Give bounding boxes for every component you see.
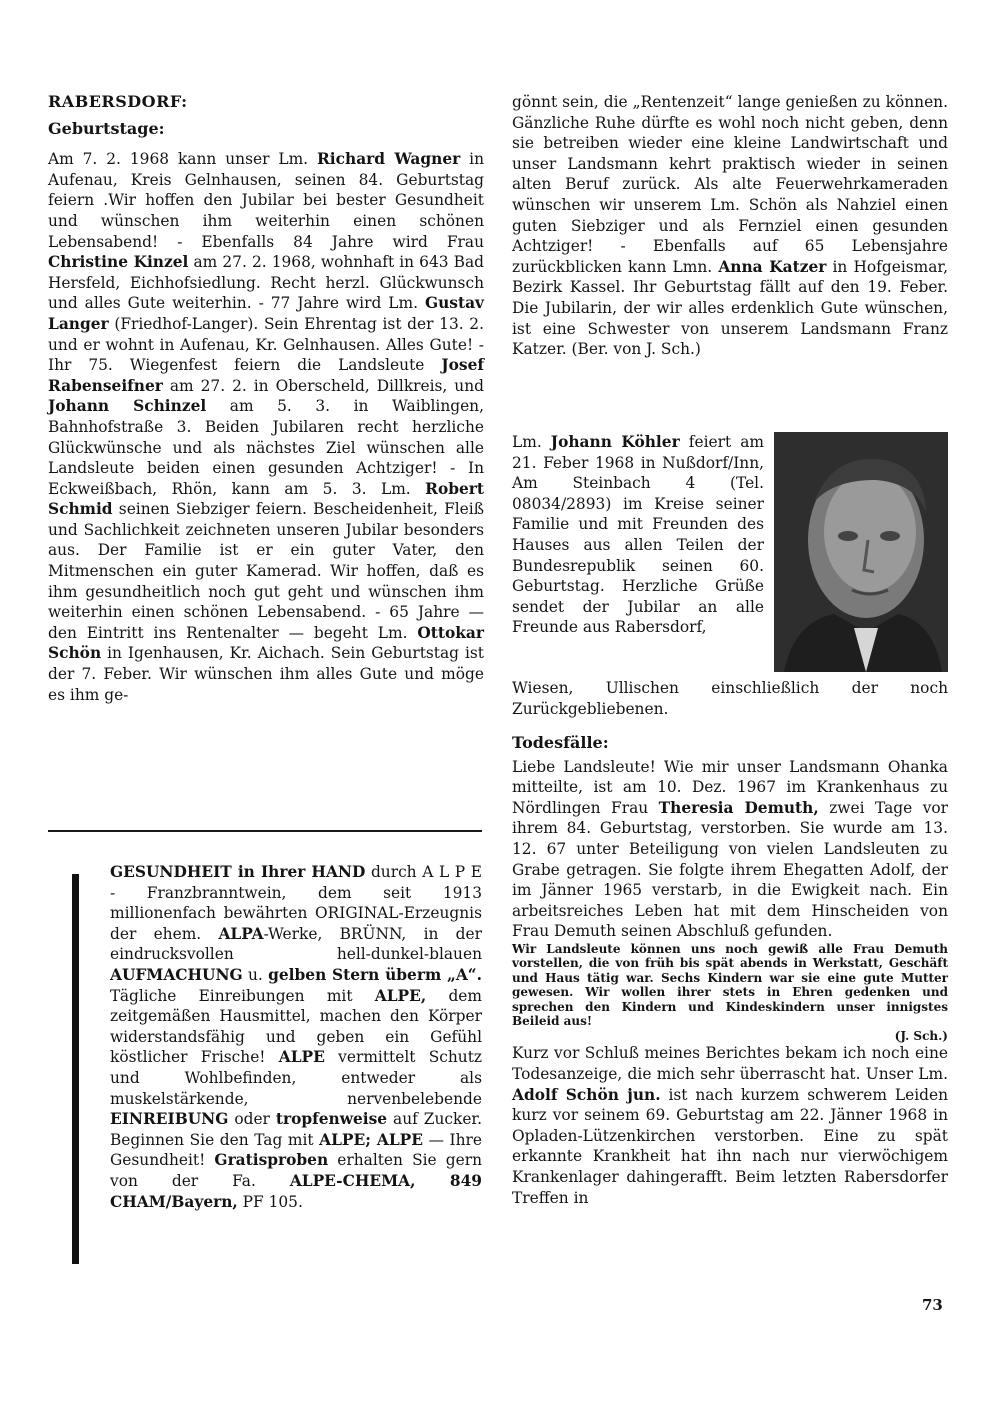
bold-name: ALPA: [218, 924, 264, 943]
text-run: PF 105.: [237, 1192, 303, 1211]
text-run: — Ihre Gesundheit!: [110, 1130, 482, 1170]
text-run: Lm.: [512, 433, 551, 451]
section-heading-rabersdorf: RABERSDORF:: [48, 92, 188, 111]
bold-name: EINREIBUNG: [110, 1110, 229, 1129]
bold-name: Christine Kinzel: [48, 253, 189, 272]
text-run: in Hofgeismar, Bezirk Kassel. Ihr Geburtstag fällt auf den 19. Feber. Die Jubilarin, der wir alles erdenklich Gute wünschen, ist eine Schwester von unserem Landsmann Franz Katzer. (Ber. von J. Sch.): [512, 257, 948, 359]
obituary-paragraph: [512, 1043, 948, 1208]
text-run: ist nach kurzem schwerem Leiden kurz vor seinem 69. Geburtstag am 22. Jänner 1968 in Opladen-Lützenkirchen verstorben. Eine zu spät erkannte Krankheit hat ihn nach nur vierwöchigem Krankenlager dahingerafft. Beim letzten Rabersdorfer Treffen in: [512, 1085, 948, 1207]
subheading-deaths: Todesfälle:: [512, 733, 609, 752]
text-run: dem zeitgemäßen Hausmittel, machen den Körper widerstandsfähig und geben ein Gefühl köstlicher Frische!: [110, 986, 482, 1067]
bold-name: ALPE: [278, 1048, 325, 1067]
text-run: -Werke, BRÜNN, in der eindrucksvollen hell-dunkel-blauen: [110, 924, 482, 964]
bold-name: AUFMACHUNG: [110, 965, 243, 984]
bold-name: Josef Rabenseifner: [48, 356, 484, 395]
text-run: durch A L P E - Franzbranntwein, dem seit 1913 millionenfach bewährten ORIGINAL-Erzeugnis der ehem.: [110, 863, 482, 943]
deaths-paragraph: [512, 757, 948, 942]
left-column: [48, 92, 484, 705]
advertisement-bar: [72, 874, 79, 1264]
koehler-bio: [512, 432, 764, 638]
text-run: gönnt sein, die „Rentenzeit“ lange genießen zu können. Gänzliche Ruhe dürfte es wohl noch nicht geben, denn sie betreiben wieder eine kleine Landwirtschaft und unser Landsmann kehrt praktisch wieder in seinen alten Beruf zurück. Als alte Feuerwehrkameraden wünschen wir unserem Lm. Schön als Nahziel einen guten Siebziger und als Fernziel einen gesunden Achtziger! - Ebenfalls auf 65 Lebensjahre zurückblicken kann Lmn.: [512, 93, 948, 276]
koehler-bio-continuation: [512, 678, 948, 719]
bold-name: Gustav Langer: [48, 294, 484, 333]
text-run: in Aufenau, Kreis Gelnhausen, seinen 84. Geburtstag feiern .Wir hoffen den Jubilar bei bester Gesundheit und wünschen ihm weiterhin einen schönen Lebensabend! - Ebenfalls 84 Jahre wird Frau: [48, 150, 485, 251]
alpe-advertisement: [110, 862, 482, 1212]
text-run: am 27. 2. in Oberscheld, Dillkreis, und: [162, 376, 484, 395]
right-column-top: [512, 92, 948, 360]
text-run: auf Zucker. Beginnen Sie den Tag mit: [110, 1110, 482, 1149]
text-run: in Igenhausen, Kr. Aichach. Sein Geburtstag ist der 7. Feber. Wir wünschen ihm alles Gute und möge es ihm ge-: [48, 644, 484, 704]
text-run: am 5. 3. in Waiblingen, Bahnhofstraße 3. Beiden Jubilaren recht herzliche Glückwünsche und als nächstes Ziel wünschen alle Landsleute beiden einen gesunden Achtziger! - In Eckweißbach, Rhön, kann am 5. 3. Lm.: [48, 397, 484, 498]
bold-name: Anna Katzer: [718, 257, 827, 276]
bold-name: ALPE-CHEMA, 849 CHAM/Bayern,: [110, 1171, 482, 1211]
bold-name: gelben Stern überm „A“.: [268, 965, 482, 984]
bold-name: Robert Schmid: [48, 479, 484, 519]
page-number: 73: [922, 1296, 943, 1314]
text-run: feiert am 21. Feber 1968 in Nußdorf/Inn, Am Steinbach 4 (Tel. 08034/2893) im Kreise seiner Familie und mit Freunden des Hauses aus allen Teilen der Bundesrepublik seinen 60. Geburtstag. Herzliche Grüße sendet der Jubilar an alle Freunde aus Rabersdorf,: [512, 433, 764, 637]
text-run: seinen Siebziger feiern. Bescheidenheit, Fleiß und Sachlichkeit zeichneten unseren Jubilar besonders aus. Der Familie ist er ein guter Vater, den Mitmenschen ein guter Kamerad. Wir hoffen, daß es ihm gesundheitlich noch gut geht und wünschen ihm weiterhin einen schönen Lebensabend. - 65 Jahre — den Eintritt ins Rentenalter — begeht Lm.: [48, 500, 484, 642]
bold-name: Theresia Demuth,: [658, 798, 819, 817]
text-run: oder: [228, 1110, 276, 1129]
continuation-paragraph: [512, 92, 948, 360]
birthdays-paragraph: [48, 149, 484, 705]
text-run: Kurz vor Schluß meines Berichtes bekam ich noch eine Todesanzeige, die mich sehr überrascht hat. Unser Lm.: [512, 1044, 948, 1084]
portrait-photo: [774, 432, 948, 672]
text-run: zwei Tage vor ihrem 84. Geburtstag, verstorben. Sie wurde am 13. 12. 67 unter Beteiligung von vielen Landsleuten zu Grabe getragen. Sie folgte ihrem Ehegatten Adolf, der im Jänner 1965 verstarb, in die Ewigkeit nach. Ein arbeitsreiches Leben hat mit dem Hinscheiden von Frau Demuth seinen Abschluß gefunden.: [512, 798, 949, 941]
bold-name: Richard Wagner: [317, 150, 461, 169]
bold-name: Adolf Schön jun.: [512, 1085, 661, 1104]
condolence-note: Wir Landsleute können uns noch gewiß alle Frau Demuth vorstellen, die von früh bis spät abends in Werkstatt, Geschäft und Haus tätig war. Sechs Kindern war sie eine gute Mutter gewesen. Wir wollen ihrer stets in Ehren gedenken und sprechen den Kindern und Kindeskindern unser innigstes Beileid aus!: [512, 941, 948, 1029]
text-run: erhalten Sie gern von der Fa.: [110, 1151, 482, 1190]
advertisement-text: [110, 862, 482, 1212]
right-column-lower: [512, 724, 948, 1208]
bold-name: Johann Schinzel: [48, 397, 207, 416]
koehler-bio-text: [512, 432, 764, 638]
column-divider-rule: [48, 830, 482, 832]
text-run: vermittelt Schutz und Wohlbefinden, entweder als muskelstärkende, nervenbelebende: [110, 1048, 483, 1108]
text-run: (Friedhof-Langer). Sein Ehrentag ist der 13. 2. und er wohnt in Aufenau, Kr. Gelnhausen. Alles Gute! - Ihr 75. Wiegenfest feiern die Landsleute: [48, 314, 484, 375]
koehler-bio-continuation-text: Wiesen, Ullischen einschließlich der noch Zurückgebliebenen.: [512, 679, 948, 718]
bold-name: ALPE,: [374, 986, 427, 1005]
text-run: Am 7. 2. 1968 kann unser Lm.: [48, 150, 318, 169]
condolence-signature: (J. Sch.): [894, 1028, 948, 1043]
text-run: am 27. 2. 1968, wohnhaft in 643 Bad Hersfeld, Eichhofsiedlung. Recht herzl. Glückwunsch und alles Gute weiterhin. - 77 Jahre wird Lm.: [48, 253, 484, 313]
text-run: Tägliche Einreibungen mit: [110, 986, 375, 1005]
bold-name: Ottokar Schön: [48, 623, 484, 663]
bold-name: Gratisproben: [214, 1151, 329, 1170]
subheading-birthdays: Geburtstage:: [48, 118, 165, 138]
text-run: u.: [242, 965, 269, 984]
text-run: Liebe Landsleute! Wie mir unser Landsmann Ohanka mitteilte, ist am 10. Dez. 1967 im Krankenhaus zu Nördlingen Frau: [512, 757, 948, 817]
bold-name: tropfenweise: [275, 1110, 388, 1129]
bold-name: Johann Köhler: [550, 433, 680, 451]
bold-name: ALPE; ALPE: [319, 1130, 423, 1149]
bold-name: GESUNDHEIT in Ihrer HAND: [110, 863, 366, 881]
portrait-illustration: [774, 432, 948, 672]
